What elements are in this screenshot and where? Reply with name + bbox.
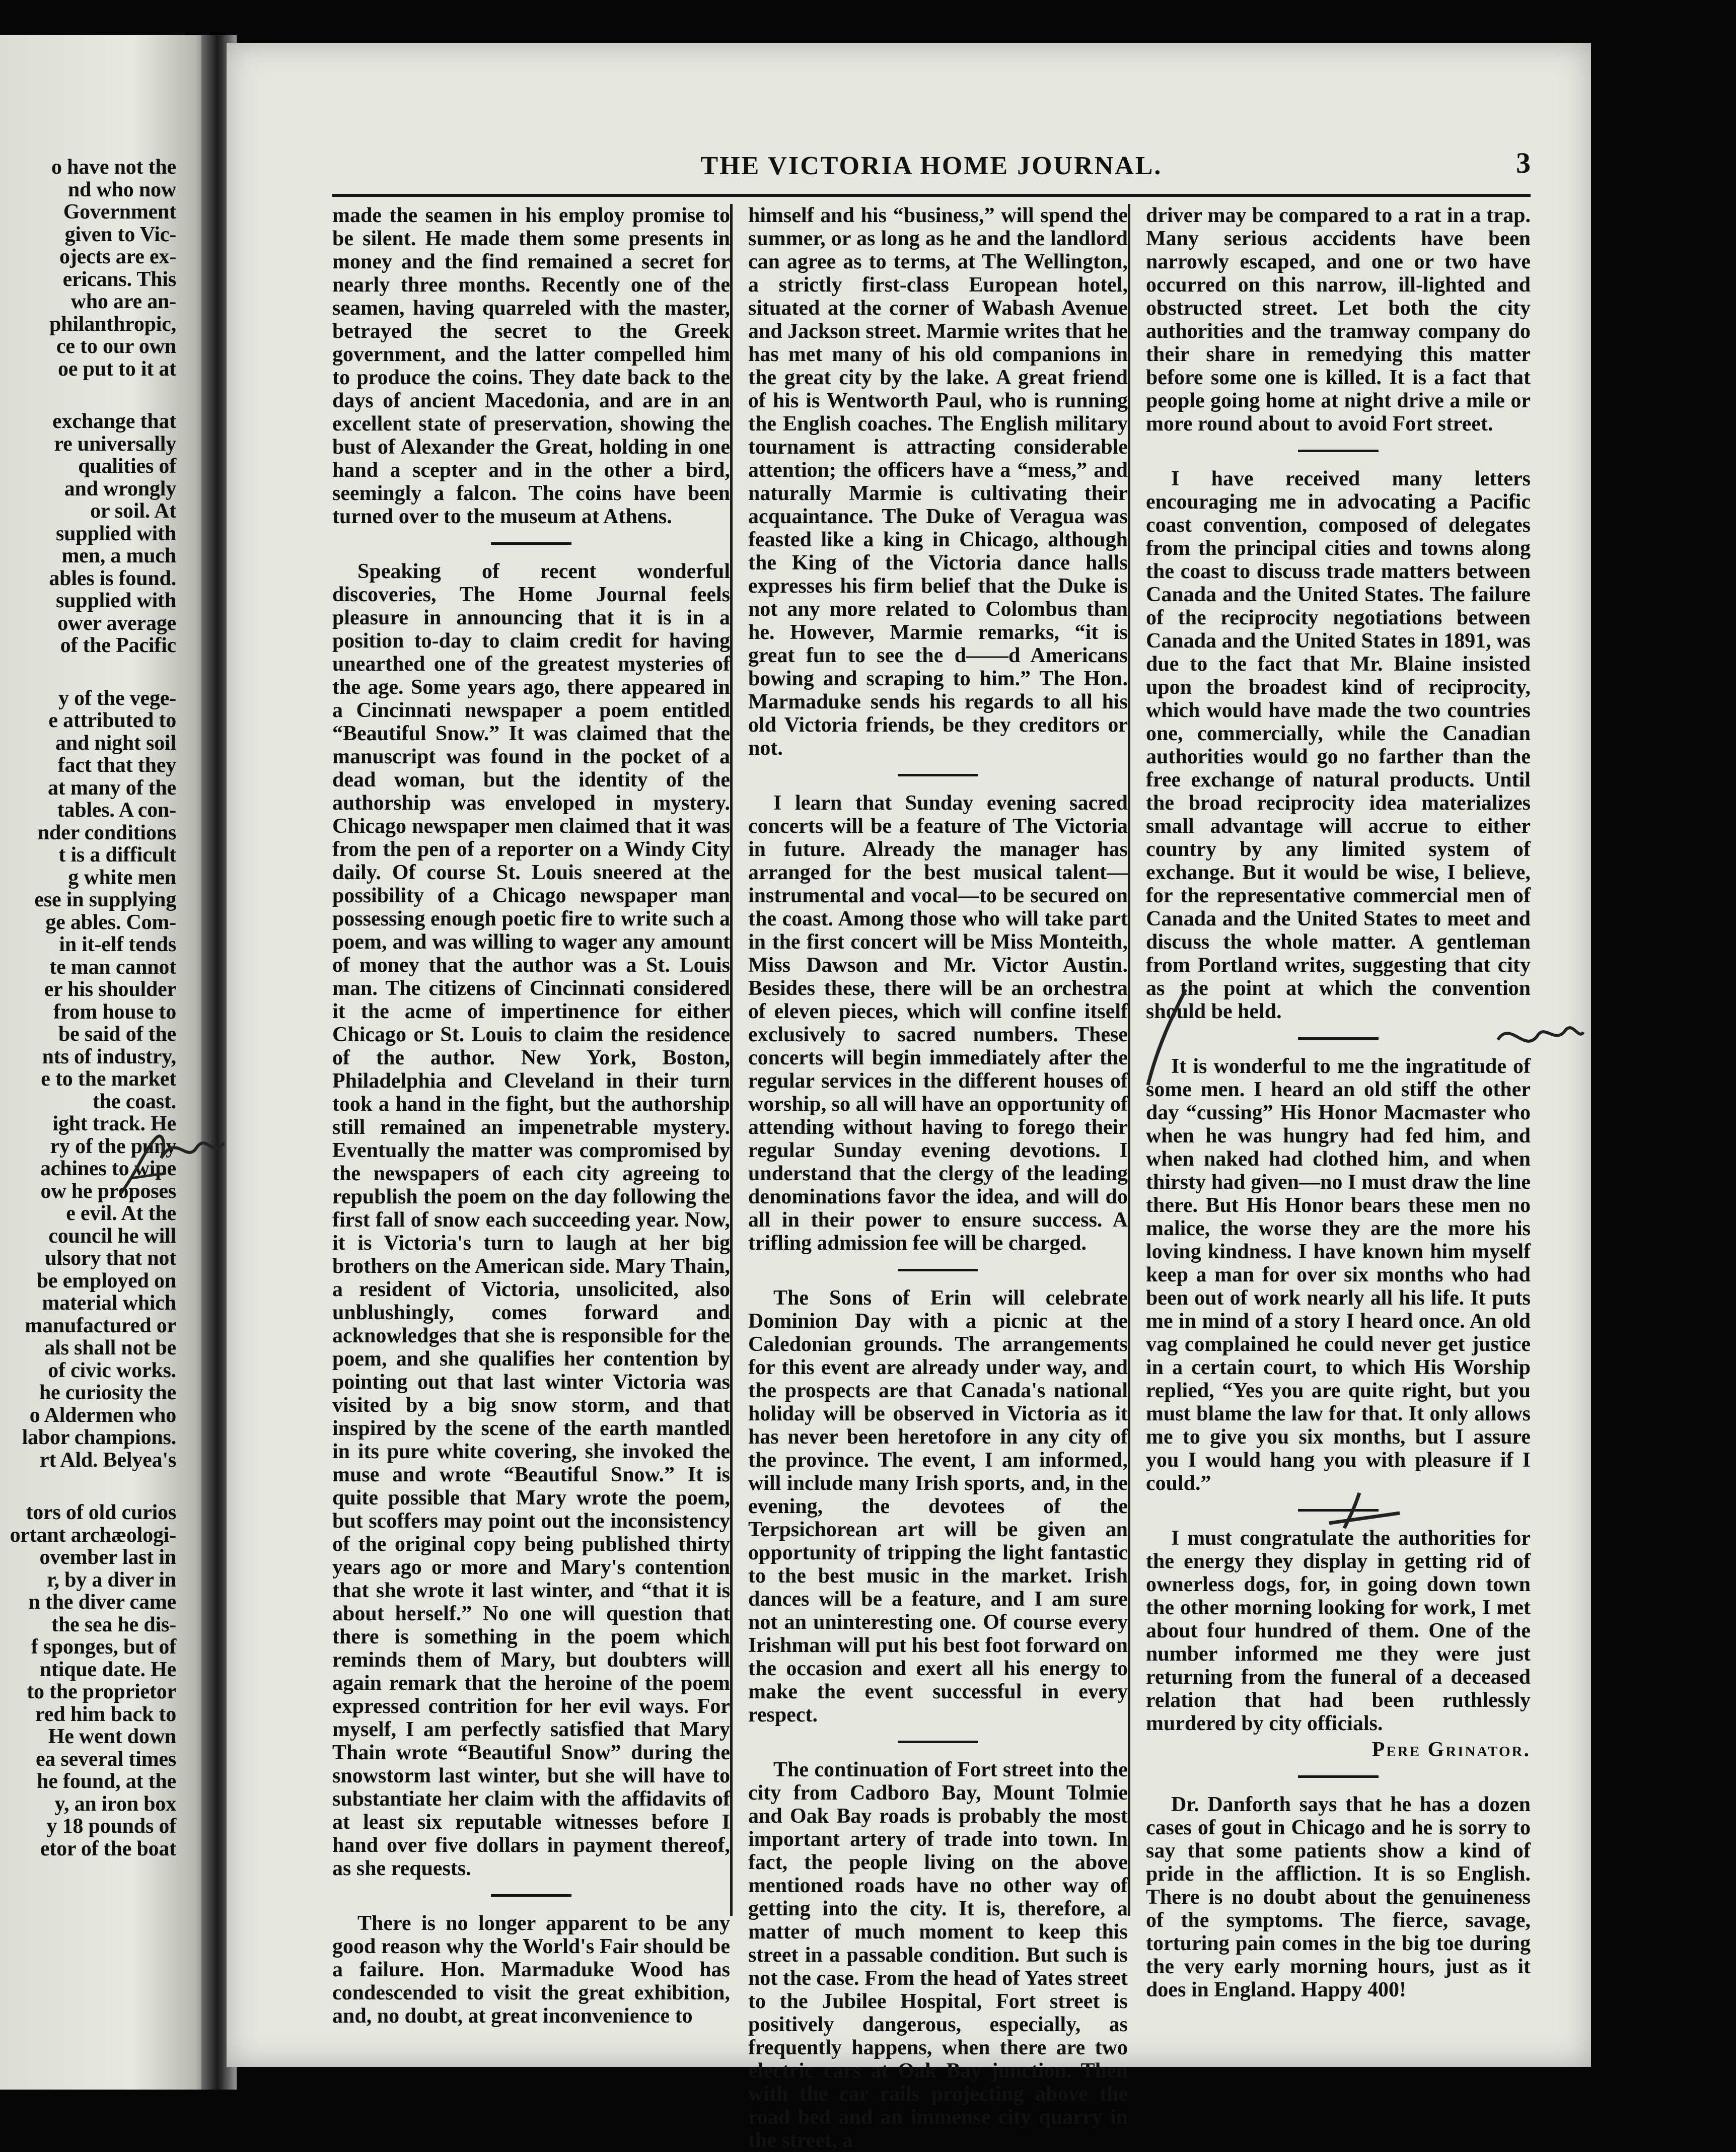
fragment-line: ry of the puny: [50, 1134, 176, 1158]
section-divider: [491, 1894, 571, 1897]
newspaper-page: [227, 43, 1591, 2152]
fragment-line: n the diver came: [28, 1591, 176, 1614]
article-paragraph: I learn that Sunday evening sacred concerts will be a feature of The Victoria in future. Already the manager has arranged for the best musical talent—instrumental and vocal—to be secured on the coast. Among those who will take part in the first concert will be Miss Monteith, Miss Dawson and Mr. Victor Austin. Besides these, there will be an orchestra of eleven pieces, which will confine itself exclusively to sacred numbers. These concerts will begin immediately after the regular services in the different houses of worship, so all will have an opportunity of attending without having to forego their regular Sunday evening devotions. I understand that the clergy of the leading denominations favor the idea, and will do all in their power to ensure success. A trifling admission fee will be charged.: [748, 792, 1128, 1255]
fragment-line: the coast.: [93, 1090, 176, 1113]
fragment-line: [0, 657, 176, 687]
fragment-line: r, by a diver in: [46, 1568, 176, 1592]
fragment-line: who are an-: [70, 290, 176, 313]
fragment-line: philanthropic,: [49, 312, 176, 336]
article-paragraph: himself and his “business,” will spend the summer, or as long as he and the landlord can agree as to terms, at The Wellington, a strictly first-class European hotel, situated at the corner of Wabash Avenue and Jackson street. Marmie writes that he has met many of his old companions in the great city by the lake. A great friend of his is Wentworth Paul, who is running the English coaches. The English military tournament is attracting considerable attention; the officers have a “mess,” and naturally Marmie is cultivating their acquaintance. The Duke of Veragua was feasted like a king in Chicago, although the King of the Victoria dance halls expresses his firm belief that the Duke is not any more related to Colombus than he. However, Marmie remarks, “it is great fun to see the d——d Americans bowing and scraping to him.” The Hon. Marmaduke sends his regards to all his old Victoria friends, be they creditors or not.: [748, 204, 1128, 760]
column-1: [332, 204, 730, 2028]
fragment-line: ge ables. Com-: [45, 910, 176, 934]
section-divider: [898, 1741, 978, 1743]
fragment-line: e to the market: [41, 1067, 176, 1091]
fragment-line: y 18 pounds of: [46, 1815, 176, 1838]
article-paragraph: Dr. Danforth says that he has a dozen cases of gout in Chicago and he is sorry to say that some patients show a kind of pride in the affliction. It is so English. There is no doubt about the genuineness of the symptoms. The fierce, savage, torturing pain comes in the big toe during the very early morning hours, just as it does in England. Happy 400!: [1146, 1793, 1531, 2001]
header-rule: [332, 194, 1531, 197]
fragment-line: He went down: [48, 1725, 176, 1748]
article-paragraph: made the seamen in his employ promise to be silent. He made them some presents in money and the find remained a secret for nearly three months. Recently one of the seamen, having quarreled with the master, betrayed the secret to the Greek government, and the latter compelled him to produce the coins. They date back to the days of ancient Macedonia, and are in an excellent state of preservation, showing the bust of Alexander the Great, holding in one hand a scepter and in the other a bird, seemingly a falcon. The coins have been turned over to the museum at Athens.: [332, 204, 730, 528]
fragment-line: or soil. At: [90, 499, 176, 523]
section-divider: [898, 1269, 978, 1271]
article-paragraph: The Sons of Erin will celebrate Dominion Day with a picnic at the Caledonian grounds. The arrangements for this event are already under way, and the prospects are that Canada's national holiday will be observed in Victoria as it has never been heretofore in any city of the province. The event, I am informed, will include many Irish sports, and, in the evening, the devotees of the Terpsichorean art will be given an opportunity of tripping the light fantastic to the best music in the market. Irish dances will be a feature, and I am sure not an uninteresting one. Of course every Irishman will put his best foot forward on the occasion and exert all his energy to make the event successful in every respect.: [748, 1286, 1128, 1727]
fragment-line: o have not the: [51, 156, 176, 179]
fragment-line: ables is found.: [49, 566, 176, 590]
fragment-line: f sponges, but of: [31, 1635, 176, 1659]
fragment-line: tables. A con-: [57, 799, 176, 822]
fragment-line: material which: [42, 1292, 176, 1315]
page-number: 3: [1516, 147, 1531, 179]
column-2: [730, 204, 1128, 2152]
section-divider: [1298, 1037, 1379, 1040]
fragment-line: nd who now: [67, 178, 176, 201]
fragment-line: in it-elf tends: [59, 933, 176, 956]
fragment-line: supplied with: [55, 522, 176, 545]
section-divider: [1298, 1509, 1379, 1512]
fragment-line: als shall not be: [44, 1336, 176, 1359]
fragment-line: he curiosity the: [39, 1381, 176, 1404]
fragment-line: ight track. He: [52, 1112, 176, 1135]
column-3: [1128, 204, 1531, 2001]
article-paragraph: I must congratulate the authorities for the energy they display in getting rid of ownerless dogs, for, in going down town the other morning looking for work, I met about four hundred of them. One of the number informed me they were just returning from the funeral of a deceased relation that had been ruthlessly murdered by city officials.: [1146, 1527, 1531, 1735]
fragment-line: Government: [63, 200, 176, 224]
fragment-line: from house to: [53, 1000, 176, 1024]
fragment-line: etor of the boat: [40, 1837, 176, 1860]
article-paragraph: The continuation of Fort street into the city from Cadboro Bay, Mount Tolmie and Oak Bay roads is probably the most important artery of trade into town. In fact, the people living on the above mentioned roads have no other way of getting into the city. It is, therefore, a matter of much moment to keep this street in a passable condition. But such is not the case. From the head of Yates street to the Jubilee Hospital, Fort street is positively dangerous, especially, as frequently happens, when there are two electric cars at Oak Bay junction. Then with the car rails projecting above the road bed and an immense city quarry in the street, a: [748, 1758, 1128, 2152]
fragment-line: y of the vege-: [58, 686, 176, 710]
fragment-line: fact that they: [57, 754, 176, 777]
previous-page-fragment: [0, 35, 222, 2090]
fragment-line: nder conditions: [37, 821, 176, 844]
fragment-line: of civic works.: [48, 1358, 176, 1382]
page-header: [332, 147, 1531, 186]
section-divider: [491, 542, 571, 545]
fragment-line: ower average: [57, 611, 176, 635]
fragment-line: red him back to: [35, 1702, 176, 1726]
article-paragraph: There is no longer apparent to be any good reason why the World's Fair should be a failure. Hon. Marmaduke Wood has condescended to visit the great exhibition, and, no doubt, at great inconvenience to: [332, 1912, 730, 2028]
masthead-title: THE VICTORIA HOME JOURNAL.: [700, 152, 1163, 180]
fragment-line: men, a much: [61, 544, 176, 567]
fragment-line: qualities of: [78, 455, 176, 478]
fragment-line: the sea he dis-: [51, 1613, 176, 1636]
fragment-line: t is a difficult: [58, 843, 176, 867]
section-divider: [1298, 1775, 1379, 1778]
fragment-line: oe put to it at: [58, 357, 176, 381]
fragment-line: tors of old curios: [26, 1501, 176, 1524]
fragment-line: given to Vic-: [64, 223, 176, 246]
fragment-line: te man cannot: [49, 955, 176, 979]
fragment-line: nts of industry,: [42, 1045, 176, 1068]
section-divider: [1298, 450, 1379, 452]
fragment-line: o Aldermen who: [29, 1403, 176, 1427]
fragment-line: and night soil: [55, 731, 176, 755]
fragment-line: supplied with: [55, 589, 176, 612]
fragment-line: ow he proposes: [40, 1179, 176, 1203]
fragment-line: be said of the: [58, 1023, 176, 1046]
fragment-line: e attributed to: [48, 709, 176, 732]
author-signature: Pere Grinator.: [1371, 1738, 1531, 1761]
fragment-line: er his shoulder: [44, 978, 176, 1001]
fragment-line: ovember last in: [39, 1546, 176, 1569]
fragment-line: and wrongly: [64, 477, 176, 500]
section-divider: [898, 774, 978, 776]
fragment-line: be employed on: [36, 1269, 176, 1293]
article-paragraph: It is wonderful to me the ingratitude of some men. I heard an old stiff the other day “cussing” His Honor Macmaster who when he was hungry had fed him, and when naked had clothed him, and when thirsty had given—no I must draw the line there. But His Honor bears these men no malice, the worse they are the more his loving kindness. I have known him myself keep a man for over six months who had been out of work nearly all his life. It puts me in mind of a story I heard once. An old vag complained he could never get justice in a certain court, to which His Worship replied, “Yes you are quite right, but you must blame the law for that. It only allows me to give you six months, but I assure you I would hang you with pleasure if I could.”: [1146, 1055, 1531, 1495]
fragment-line: e evil. At the: [66, 1202, 176, 1225]
fragment-line: exchange that: [52, 410, 176, 433]
fragment-line: ce to our own: [56, 335, 176, 358]
fragment-line: council he will: [48, 1224, 176, 1248]
previous-page-text: [0, 156, 176, 1860]
article-paragraph: driver may be compared to a rat in a trap. Many serious accidents have been narrowly escaped, and one or two have occurred on this narrow, ill-lighted and obstructed street. Let both the city authorities and the tramway company do their share in remedying this matter before some one is killed. It is a fact that people going home at night drive a mile or more round about to avoid Fort street.: [1146, 204, 1531, 436]
fragment-line: achines to wipe: [40, 1157, 176, 1180]
fragment-line: rt Ald. Belyea's: [40, 1448, 176, 1472]
fragment-line: labor champions.: [22, 1426, 176, 1449]
article-paragraph: Speaking of recent wonderful discoveries, The Home Journal feels pleasure in announcing that it is in a position to-day to claim credit for having unearthed one of the greatest mysteries of the age. Some years ago, there appeared in a Cincinnati newspaper a poem entitled “Beautiful Snow.” It was claimed that the manuscript was found in the pocket of a dead woman, but the identity of the authorship was enveloped in mystery. Chicago newspaper men claimed that it was from the pen of a reporter on a Windy City daily. Of course St. Louis sneered at the possibility of a Chicago newspaper man possessing enough poetic fire to write such a poem, and was willing to wager any amount of money that the author was a St. Louis man. The citizens of Cincinnati considered it the acme of impertinence for either Chicago or St. Louis to claim the residence of the author. New York, Boston, Philadelphia and Cleveland in their turn took a hand in the fight, but the authorship still remained an impenetrable mystery. Eventually the matter was compromised by the newspapers of each city agreeing to republish the poem on the day following the first fall of snow each succeeding year. Now, it is Victoria's turn to laugh at her big brothers on the American side. Mary Thain, a resident of Victoria, unsolicited, also unblushingly, comes forward and acknowledges that she is responsible for the poem, and she qualifies her contention by pointing out that last winter Victoria was visited by a big snow storm, and that inspired by the scene of the earth mantled in its pure white covering, she invoked the muse and wrote “Beautiful Snow.” It is quite possible that Mary wrote the poem, but scoffers may point out the inconsistency of the original copy being published thirty years ago or more and Mary's contention that she wrote it last winter, and “that it is about herself.” No one will question that there is something in the poem which reminds them of Mary, but doubters will again remark that the heroine of the poem expressed contrition for her evil ways. For myself, I am perfectly satisfied that Mary Thain wrote “Beautiful Snow” during the snowstorm last winter, but she will have to substantiate her claim with the affidavits of at least six reputable witnesses before I hand over five dollars in payment thereof, as she requests.: [332, 560, 730, 1880]
article-paragraph: I have received many letters encouraging me in advocating a Pacific coast convention, composed of delegates from the principal cities and towns along the coast to discuss trade matters between Canada and the United States. The failure of the reciprocity negotiations between Canada and the United States in 1891, was due to the fact that Mr. Blaine insisted upon the broadest kind of reciprocity, which would have made the two countries one, commercially, while the Canadian authorities would go no farther than the free exchange of natural products. Until the broad reciprocity idea materializes small advantage will accrue to either country by any limited system of exchange. But it would be wise, I believe, for the representative commercial men of Canada and the United States to meet and discuss the whole matter. A gentleman from Portland writes, suggesting that city as the point at which the convention should be held.: [1146, 467, 1531, 1023]
fragment-line: [0, 1471, 176, 1501]
fragment-line: to the proprietor: [27, 1680, 176, 1703]
fragment-line: re universally: [54, 432, 176, 456]
fragment-line: y, an iron box: [54, 1792, 176, 1816]
fragment-line: ese in supplying: [34, 888, 176, 911]
fragment-line: ojects are ex-: [59, 245, 176, 268]
fragment-line: ea several times: [35, 1747, 176, 1771]
fragment-line: he found, at the: [37, 1770, 176, 1793]
fragment-line: ortant archæologi-: [10, 1523, 176, 1547]
fragment-line: g white men: [68, 866, 176, 889]
fragment-line: ericans. This: [62, 267, 176, 291]
fragment-line: [0, 380, 176, 410]
fragment-line: ulsory that not: [45, 1247, 176, 1270]
fragment-line: ntique date. He: [39, 1658, 176, 1681]
fragment-line: at many of the: [47, 776, 176, 800]
fragment-line: of the Pacific: [60, 634, 176, 657]
fragment-line: manufactured or: [25, 1314, 176, 1337]
